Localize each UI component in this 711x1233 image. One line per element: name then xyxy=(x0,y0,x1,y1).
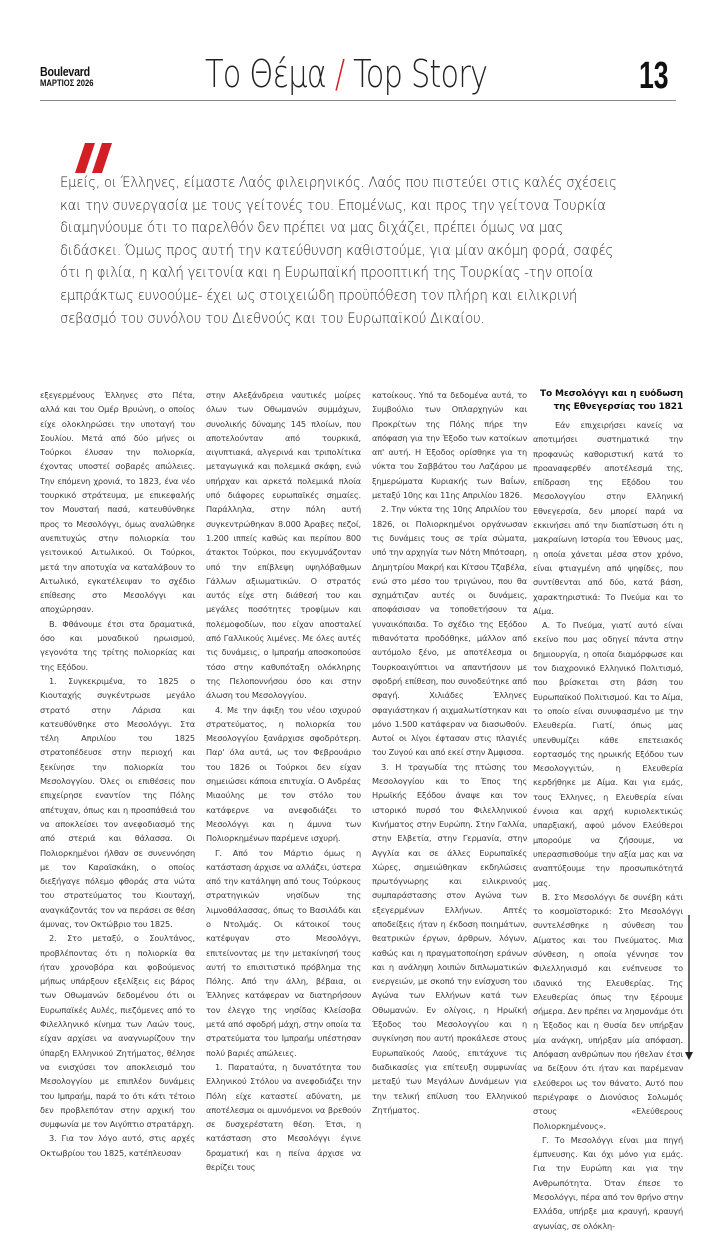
pull-quote-text: Εμείς, οι Έλληνες, είμαστε Λαός φιλειρηνικός. Λαός που πιστεύει στις καλές σχέσεις και την συνεργασία με τους γείτονές του. Επομένως, και προς την γείτονα Τουρκία διαμηνύουμε ότι το παρελθόν δεν πρέπει να μας διχάζει, πρέπει όμως να μας διδάσκει. Όμως προς αυτή την κατεύθυνση καθιστούμε, για μίαν ακόμη φορά, σαφές ότι η φιλία, η καλή γειτονία και η Ευρωπαϊκή προοπτική της Τουρκίας -την οποία εμπράκτως ευνοούμε- έχει ως στοιχειώδη προϋπόθεση τον πλήρη και ειλικρινή σεβασμό του συνόλου του Διεθνούς και του Ευρωπαϊκού Δικαίου. xyxy=(60,175,617,327)
paragraph: 4. Με την άφιξη του νέου ισχυρού στρατεύματος, η πολιορκία του Μεσολογγίου ξανάρχισε σφοδρότερη. Παρ' όλα αυτά, ως τον Φεβρουάριο του 1826 οι Τούρκοι δεν είχαν σημειώσει κάποια επιτυχία. Ο Ανδρέας Μιαούλης με τον στόλο του κατάφερνε να ανεφοδιάζει το Μεσολόγγι και η άμυνα των Πολιορκημένων παρέμενε ισχυρή. xyxy=(206,704,361,844)
pull-quote xyxy=(60,172,618,330)
paragraph: στην Αλεξάνδρεια ναυτικές μοίρες όλων των Οθωμανών συμμάχων, συνολικής δύναμης 145 πλοίων, που αποτελούνταν από τουρκικά, αιγυπτιακά, αλγερινά και τριπολίτικα μεταγωγικά και πολεμικά σκάφη, ενώ υπήρχαν και αρκετά πολεμικά πλοία υπό διάφορες ευρωπαϊκές σημαίες. Παράλληλα, στην πόλη αυτή συγκεντρώθηκαν 8.000 Άραβες πεζοί, 1.200 ιππείς καθώς και περίπου 800 άτακτοι Τούρκοι, που εκγυμνάζονταν υπό την επίβλεψη υψηλόβαθμων Γάλλων αξιωματικών. Ο στρατός αυτός είχε στη διάθεσή του και μεγάλες ποσότητες τροφίμων και πολεμοφοδίων, που είχαν αποσταλεί από Γαλλικούς λιμένες. Με όλες αυτές τις δυνάμεις, ο Ιμπραήμ αποσκοπούσε τόσο στην καθυπόταξη ολόκληρης της Πελοποννήσου όσο και στην άλωση του Μεσολογγίου. xyxy=(206,390,361,701)
paragraph: 2. Την νύκτα της 10ης Απριλίου του 1826, οι Πολιορκημένοι οργάνωσαν τις δυνάμεις τους σε τρία σώματα, υπό την αρχηγία των Νότη Μπότσαρη, Δημητρίου Μακρή και Κίτσου Τζαβέλα, ενώ στο μέσο του τριγώνου, που θα σχημάτιζαν αυτές οι δυνάμεις, αποφάσισαν να τοποθετήσουν τα γυναικόπαιδα. Το σχέδιο της Εξόδου πιθανότατα προδόθηκε, μάλλον από αυτόμολο ξένο, με αποτέλεσμα οι Τουρκοαιγύπτιοι να απαντήσουν με σφοδρή επίθεση, που συνοδεύτηκε από σφαγή. Χιλιάδες Έλληνες σφαγιάστηκαν ή αιχμαλωτίστηκαν και μόνο 1.500 κατάφεραν να διασωθούν. Αυτοί οι λίγοι έφτασαν στις πλαγιές του Ζυγού και από εκεί στην Άμφισσα. xyxy=(372,504,528,758)
paragraph: κατοίκους. Υπό τα δεδομένα αυτά, το Συμβούλιο των Οπλαρχηγών και Προκρίτων της Πόλης πήρε την απόφαση για την Έξοδο των κατοίκων απ' αυτή. Η Έξοδος ορίσθηκε για τη νύκτα του Σαββάτου του Λαζάρου με ξημερώματα Κυριακής των Βαΐων, μεταξύ 10ης και 11ης Απριλίου 1826. xyxy=(372,390,527,501)
paragraph: 1. Παραταύτα, η δυνατότητα του Ελληνικού Στόλου να ανεφοδιάζει την Πόλη είχε καταστεί αδύνατη, με αποτέλεσμα οι αμυνόμενοι να βρεθούν σε δυσχερέστατη θέση. Έτσι, η κατάσταση στο Μεσολόγγι έγινε δραματική και η πείνα άρχισε να θερίζει τους xyxy=(206,1061,361,1173)
page-number: 13 xyxy=(639,55,669,97)
paragraph: Εάν επιχειρήσει κανείς να αποτιμήσει συστηματικά την προφανώς καθοριστική κατά το προαναφερθέν αποτέλεσμά της, επίδραση της Εξόδου του Μεσολογγίου στην Ελληνική Εθνεγερσία, δεν μπορεί παρά να εκκινήσει από την διαπίστωση ότι η μακραίωνη Ιστορία του Έθνους μας, η οποία χάνεται μέσα στον χρόνο, είναι φτιαγμένη από ψηφίδες, που συντίθενται από δύο, κατά βάση, χαρακτηριστικά: Το Πνεύμα και το Αίμα. xyxy=(533,420,683,616)
section-title-slash: / xyxy=(334,52,345,96)
paragraph: εξεγερμένους Έλληνες στο Πέτα, αλλά και του Ομέρ Βρυώνη, ο οποίος είχε ολοκληρώσει την υποταγή του Σουλίου. Μετά από δύο μήνες οι Τούρκοι έλυσαν την πολιορκία, έχοντας υποστεί σοβαρές απώλειες. Την επόμενη χρονιά, το 1823, ένα νέο τουρκικό στράτευμα, με επικεφαλής τον Μουσταή πασά, κατευθύνθηκε προς το Μεσολόγγι, όμως αναλώθηκε ανεπιτυχώς στην πολιορκία του γειτονικού Αιτωλικού. Οι Τούρκοι, μετά την αποτυχία να καταλάβουν το Αιτωλικό, εγκατέλειψαν το σχέδιο επίθεσης στο Μεσολόγγι και αποχώρησαν. xyxy=(40,390,195,615)
article-column-4 xyxy=(533,388,683,1233)
paragraph: 1. Συγκεκριμένα, το 1825 ο Κιουταχής συγκέντρωσε μεγάλο στρατό στην Λάρισα και κατευθύνθηκε στο Μεσολόγγι. Στα τέλη Απριλίου του 1825 στρατοπέδευσε στην περιοχή και ξεκίνησε την πολιορκία του Μεσολογγίου. Όλες οι επιθέσεις που επιχείρησε εναντίον της Πόλης απέτυχαν, όπως και η προσπάθειά του να αποκλείσει τον ανεφοδιασμό της από στεριά και θάλασσα. Οι Πολιορκημένοι ήλθαν σε συνεννόηση με τον Καραϊσκάκη, ο οποίος διεξήγαγε πόλεμο φθοράς στα νώτα του στρατεύματος του Κιουταχή, αναγκάζοντάς τον να περάσει σε θέση άμυνας, τον Οκτώβριο του 1825. xyxy=(40,675,195,929)
arrow-down-icon xyxy=(685,915,693,1060)
quote-mark-icon xyxy=(75,143,125,173)
article-column-2 xyxy=(206,388,361,1174)
paragraph: Β. Στο Μεσολόγγι δε συνέβη κάτι το κοσμοϊστορικό: Στο Μεσολόγγι συντελέσθηκε η σύνθεση του Αίματος και του Πνεύματος. Μια σύνθεση, η οποία γέννησε τον Φιλελληνισμό και ενέπνευσε το ιδανικό της Ελευθερίας. Της Ελευθερίας όπως την ξέρουμε σήμερα. Δεν πρέπει να λησμονάμε ότι η Έξοδος και η Θυσία δεν υπήρξαν μία ανάγκη, υπήρξαν μία απόφαση. Απόφαση ανθρώπων που ήθελαν έτσι να δείξουν ότι ήταν και παρέμεναν ελεύθεροι ως τον θάνατο. Αυτό που περιέγραφε ο Διονύσιος Σολωμός στους «Ελεύθερους Πολιορκημένους». xyxy=(533,891,683,1131)
paragraph: Β. Φθάνουμε έτσι στα δραματικά, όσο και μοναδικού ηρωισμού, γεγονότα της τρίτης πολιορκίας και της Εξόδου. xyxy=(40,618,195,672)
paragraph: Γ. Από τον Μάρτιο όμως η κατάσταση άρχισε να αλλάζει, ύστερα από την κατάληψη από τους Τούρκους στρατηγικών νησίδων της λιμνοθάλασσας, όπως το Βασιλάδι και ο Ντολμάς. Οι κάτοικοί τους κατέφυγαν στο Μεσολόγγι, επιτείνοντας με την μετακίνησή τους αυτή το επισιτιστικό πρόβλημα της Πόλης. Από την άλλη, βέβαια, οι Έλληνες κατάφεραν να διατηρήσουν τον έλεγχο της νησίδας Κλείσοβα μετά από σφοδρή μάχη, στην οποία τα στρατεύματα του Ιμπραήμ υπέστησαν πολύ βαριές απώλειες. xyxy=(206,847,361,1058)
publication-name: Boulevard xyxy=(40,64,90,79)
article-column-3 xyxy=(372,388,527,1117)
paragraph: 3. Η τραγωδία της πτώσης του Μεσολογγίου και το Έπος της Ηρωϊκής Εξόδου άναψε και τον ιστορικό πυρσό του Φιλελληνικού Κινήματος στην Ευρώπη. Στην Γαλλία, στην Ελβετία, στην Γερμανία, στην Αγγλία και σε άλλες Ευρωπαϊκές Χώρες, σημειώθηκαν εκδηλώσεις πρωτόγνωρης και ειλικρινούς συμπαράστασης στον Αγώνα των εξεγερμένων Ελλήνων. Απτές αποδείξεις ήταν η έκδοση ποιημάτων, θεατρικών έργων, άρθρων, λόγων, καθώς και η πραγματοποίηση εράνων και η ανάληψη λοιπών διπλωματικών ενεργειών, με σκοπό την ενίσχυση του Αγώνα των Ελλήνων κατά των Οθωμανών. Εν ολίγοις, η Ηρωϊκή Έξοδος του Μεσολογγίου και η συγκίνηση που αυτή προκάλεσε στους Ευρωπαϊκούς Λαούς, επιτάχυνε τις διαδικασίες για επίτευξη συμφωνίας μεταξύ των Μεγάλων Δυνάμεων για την τελική επίλυση του Ελληνικού Ζητήματος. xyxy=(372,761,527,1115)
sub-heading: Το Μεσολόγγι και η ευόδωση της Εθνεγερσίας του 1821 xyxy=(540,389,683,412)
paragraph: 3. Για τον λόγο αυτό, στις αρχές Οκτωβρίου του 1825, κατέπλευσαν xyxy=(40,1133,195,1158)
page-header xyxy=(0,0,711,102)
article-column-1 xyxy=(40,388,195,1160)
article-body xyxy=(40,388,683,1231)
header-divider xyxy=(40,100,676,101)
section-title xyxy=(205,51,487,97)
publication-brand xyxy=(40,66,103,89)
issue-date: ΜΑΡΤΙΟΣ 2026 xyxy=(40,78,94,88)
paragraph: Α. Το Πνεύμα, γιατί αυτό είναι εκείνο που μας οδηγεί πάντα στην δημιουργία, η οποία διαμόρφωσε και τον διαχρονικό Ελληνικό Πολιτισμό, που βρίσκεται στη βάση του Ευρωπαϊκού Πολιτισμού. Και το Αίμα, το οποίο είναι συνυφασμένο με την Ελευθερία. Γιατί, όπως μας υπενθυμίζει κάθε επετειακός εορτασμός της ηρωικής Εξόδου των Μεσολογγιτών, η Ελευθερία κερδήθηκε με Αίμα. Και για εμάς, τους Έλληνες, η Ελευθερία είναι έννοια και αρχή κυριολεκτικώς υπαρξιακή, αφού μόνον Ελεύθεροι μπορούμε να ζήσουμε, να υπερασπισθούμε την αξία μας και να αναπτύξουμε την προσωπικότητά μας. xyxy=(533,620,683,888)
section-title-greek: Το Θέμα xyxy=(205,52,326,96)
paragraph: 2. Στο μεταξύ, ο Σουλτάνος, προβλέποντας ότι η πολιορκία θα ήταν χρονοβόρα και φοβούμενος μήπως υπάρξουν εξελίξεις εις βάρος των Οθωμανών δεδομένου ότι οι Ευρωπαϊκές Αυλές, πιεζόμενες από το Φιλελληνικό κίνημα των Λαών τους, είχαν αρχίσει να αναγνωρίζουν την ύπαρξη Ελληνικού Ζητήματος, θέλησε να ενισχύσει τον αποκλεισμό του Μεσολογγίου με επιπλέον δυνάμεις του Ιμπραήμ, παρά το ότι κάτι τέτοιο δεν προβλεπόταν στην αρχική του συμφωνία με τον Αιγύπτιο στρατάρχη. xyxy=(40,933,195,1130)
section-title-english: Top Story xyxy=(353,52,488,96)
paragraph: Γ. Το Μεσολόγγι είναι μια πηγή έμπνευσης. Και όχι μόνο για εμάς. Για την Ευρώπη και για την Ανθρωπότητα. Όταν έπεσε το Μεσολόγγι, πέρα από τον θρήνο στην Ελλάδα, υπήρξε μια κραυγή, κραυγή αγωνίας, σε ολόκλη- xyxy=(533,1134,683,1231)
